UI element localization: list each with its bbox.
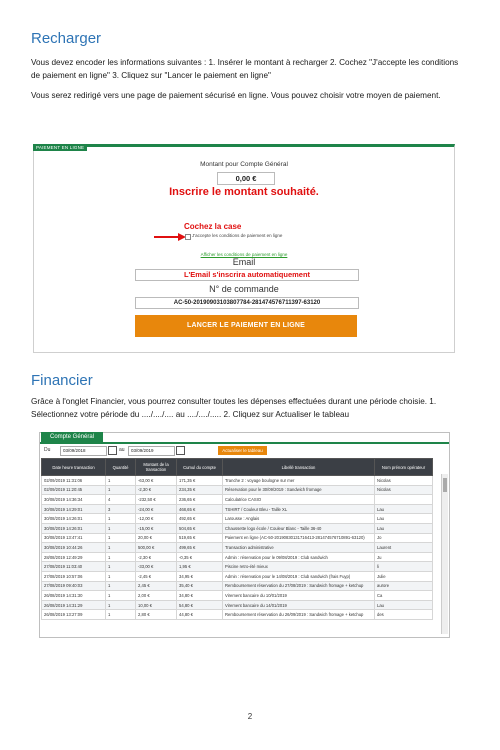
table-cell: 30/08/2019 14:29:01 — [42, 504, 106, 514]
table-cell: -24,00 € — [136, 504, 177, 514]
table-cell: 492,65 € — [177, 514, 223, 524]
table-cell: 1 — [106, 610, 136, 620]
page-number: 2 — [247, 712, 253, 721]
table-cell: 30/08/2019 13:47:41 — [42, 533, 106, 543]
amount-label: Montant pour Compte Général — [200, 161, 288, 168]
table-row[interactable] — [42, 571, 433, 581]
date-to-label: au — [119, 447, 125, 453]
table-cell: 35,40 € — [177, 581, 223, 591]
table-cell: 02/09/2019 11:31:06 — [42, 476, 106, 486]
refresh-table-button[interactable]: Actualiser le tableau — [218, 446, 267, 455]
table-row[interactable] — [42, 485, 433, 495]
calendar-icon[interactable] — [108, 446, 117, 455]
table-row[interactable] — [42, 591, 433, 601]
column-header[interactable]: Montant de la transaction — [136, 459, 177, 476]
table-cell: 1 — [106, 600, 136, 610]
table-cell: Jo — [375, 533, 433, 543]
table-cell: 2,45 € — [136, 581, 177, 591]
table-cell: 1 — [106, 562, 136, 572]
accept-terms-checkbox[interactable] — [185, 234, 191, 240]
table-row[interactable] — [42, 600, 433, 610]
table-cell: 1 — [106, 552, 136, 562]
table-cell: TSHIRT / Couleur Bleu - Taille XL — [223, 504, 375, 514]
table-cell: -232,50 € — [136, 495, 177, 505]
table-cell: 2,80 € — [136, 610, 177, 620]
calendar-icon[interactable] — [176, 446, 185, 455]
date-to-input[interactable]: 03/09/2019 — [128, 446, 175, 456]
table-cell: 30/08/2019 14:36:34 — [42, 495, 106, 505]
table-row[interactable] — [42, 523, 433, 533]
table-row[interactable] — [42, 610, 433, 620]
table-cell: -2,30 € — [136, 552, 177, 562]
table-cell: 4 — [106, 495, 136, 505]
table-cell: 1 — [106, 571, 136, 581]
table-cell: Admin : réservation pour le 09/08/2019 : Club sandwich — [223, 552, 375, 562]
table-cell: Réservation pour le 30/09/2019 : Sandwich fromage — [223, 485, 375, 495]
table-cell: 30/08/2019 14:26:01 — [42, 523, 106, 533]
terms-link[interactable]: Afficher les conditions de paiement en ligne — [200, 252, 288, 257]
section-title-financier: Financier — [31, 372, 93, 389]
table-header-row — [42, 459, 433, 476]
transactions-table — [41, 458, 433, 620]
table-cell: 1,95 € — [177, 562, 223, 572]
table-cell: Remboursement réservation du 27/08/2019 : Sandwich fromage + ketchup — [223, 581, 375, 591]
table-cell: -33,00 € — [136, 562, 177, 572]
scrollbar-thumb[interactable] — [443, 478, 447, 492]
table-cell: Lau — [375, 600, 433, 610]
date-from-input[interactable]: 03/09/2018 — [60, 446, 107, 456]
table-cell: 27/08/2019 11:03:40 — [42, 562, 106, 572]
table-cell: 1 — [106, 514, 136, 524]
table-cell: Chaussette logo école / Couleur Blanc - Taille 36-40 — [223, 523, 375, 533]
table-cell: 2,00 € — [136, 591, 177, 601]
email-field[interactable]: L'Email s'inscrira automatiquement — [135, 269, 359, 281]
financial-panel — [39, 432, 450, 638]
table-cell: Nicolas — [375, 485, 433, 495]
column-header[interactable]: Quantité — [106, 459, 136, 476]
table-row[interactable] — [42, 543, 433, 553]
table-cell: 1 — [106, 591, 136, 601]
email-label: Email — [232, 257, 256, 267]
table-row[interactable] — [42, 562, 433, 572]
amount-hint: Inscrire le montant souhaité. — [169, 186, 319, 198]
table-cell: Tranche 2 : voyage boulogne sur mer — [223, 476, 375, 486]
table-cell: Virement bancaire du 14/01/2019 — [223, 600, 375, 610]
table-cell: -15,00 € — [136, 523, 177, 533]
table-cell: 27/08/2019 09:40:03 — [42, 581, 106, 591]
table-cell: Lau — [375, 514, 433, 524]
table-cell: 499,65 € — [177, 543, 223, 553]
arrow-right-icon — [154, 233, 186, 241]
table-cell: -2,30 € — [136, 485, 177, 495]
table-cell: 234,35 € — [177, 485, 223, 495]
table-cell: aurore — [375, 581, 433, 591]
table-cell: -0,35 € — [177, 552, 223, 562]
table-cell: 26/08/2019 13:27:09 — [42, 610, 106, 620]
table-cell: 34,80 € — [177, 591, 223, 601]
table-cell: 1 — [106, 523, 136, 533]
table-row[interactable] — [42, 476, 433, 486]
table-cell: Remboursement réservation du 26/09/2019 : Sandwich fromage + ketchup — [223, 610, 375, 620]
table-cell: -2,45 € — [136, 571, 177, 581]
table-cell: 02/09/2019 11:20:45 — [42, 485, 106, 495]
order-number-field: AC-50-20190903103807784-281474576711397-63120 — [135, 297, 359, 309]
table-cell: 468,65 € — [177, 504, 223, 514]
table-cell: 26/08/2019 14:31:29 — [42, 600, 106, 610]
tab-bar — [40, 442, 449, 444]
table-cell: 236,65 € — [177, 495, 223, 505]
tab-compte-general[interactable]: Compte Général — [41, 432, 103, 442]
table-cell: Admin : réservation pour le 14/08/2019 : Club sandwich (frais Fuyp) — [223, 571, 375, 581]
table-cell: 28/08/2019 12:49:29 — [42, 552, 106, 562]
column-header[interactable]: Nom prénom opérateur — [375, 459, 433, 476]
amount-input[interactable]: 0,00 € — [217, 172, 275, 185]
table-cell: 10,00 € — [136, 600, 177, 610]
table-cell: 20,00 € — [136, 533, 177, 543]
table-cell: Calculatrice CASIO — [223, 495, 375, 505]
financier-instructions: Grâce à l'onglet Financier, vous pourrez consulter toutes les dépenses effectuées durant une période choisie. 1. Sélectionnez votre période du ..../..../.... au ..../..../..... 2. Cliquez sur Actualiser le tableau — [31, 397, 437, 419]
payment-panel — [33, 144, 455, 353]
table-cell: Laurent — [375, 543, 433, 553]
order-label: N° de commande — [209, 284, 279, 294]
table-cell: 26/08/2019 14:31:30 — [42, 591, 106, 601]
table-row[interactable] — [42, 581, 433, 591]
table-cell: 27/08/2019 10:57:06 — [42, 571, 106, 581]
table-cell: 171,35 € — [177, 476, 223, 486]
table-cell: 1 — [106, 581, 136, 591]
table-cell: 1 — [106, 485, 136, 495]
table-cell: Lau — [375, 504, 433, 514]
table-cell: Virement bancaire du 10/01/2019 — [223, 591, 375, 601]
table-cell: Transaction administrative — [223, 543, 375, 553]
table-row[interactable] — [42, 533, 433, 543]
column-header[interactable]: Cumul du compte — [177, 459, 223, 476]
table-cell: Nicolas — [375, 476, 433, 486]
table-cell: 34,95 € — [177, 571, 223, 581]
table-cell: 30/08/2019 10:44:26 — [42, 543, 106, 553]
table-cell — [375, 495, 433, 505]
table-cell: Larousse : Anglais — [223, 514, 375, 524]
accept-terms-label: J'accepte les conditions de paiement en ligne — [192, 233, 283, 238]
table-cell: Ju — [375, 552, 433, 562]
table-cell: Lau — [375, 523, 433, 533]
column-header[interactable]: Libellé transaction — [223, 459, 375, 476]
table-row[interactable] — [42, 495, 433, 505]
table-cell: 1 — [106, 543, 136, 553]
table-row[interactable] — [42, 504, 433, 514]
launch-payment-button[interactable]: LANCER LE PAIEMENT EN LIGNE — [135, 315, 357, 337]
table-cell: 54,80 € — [177, 600, 223, 610]
section-title-recharger: Recharger — [31, 30, 102, 47]
table-cell: Ca — [375, 591, 433, 601]
checkbox-hint: Cochez la case — [184, 222, 242, 231]
table-cell: 504,65 € — [177, 523, 223, 533]
table-row[interactable] — [42, 514, 433, 524]
table-cell: li — [375, 562, 433, 572]
table-cell: 519,65 € — [177, 533, 223, 543]
table-cell: 30/08/2019 14:26:01 — [42, 514, 106, 524]
table-cell: des — [375, 610, 433, 620]
table-cell: 500,00 € — [136, 543, 177, 553]
table-cell: 3 — [106, 504, 136, 514]
table-cell: -63,00 € — [136, 476, 177, 486]
payment-panel-tag: PAIEMENT EN LIGNE — [33, 144, 87, 151]
table-cell: Paiement en ligne (AC-50-20190830131716413-281474576710891-63120) — [223, 533, 375, 543]
table-cell: Piscine retro-été mieux — [223, 562, 375, 572]
table-scrollbar[interactable] — [441, 474, 448, 634]
table-row[interactable] — [42, 552, 433, 562]
column-header[interactable]: Date heure transaction — [42, 459, 106, 476]
table-cell: Julie — [375, 571, 433, 581]
recharger-instructions: Vous devez encoder les informations suivantes : 1. Insérer le montant à recharger 2. Cochez "J'accepte les conditions de paiement en ligne" 3. Cliquez sur "Lancer le paiement en ligne" — [31, 58, 459, 80]
table-cell: -12,00 € — [136, 514, 177, 524]
table-cell: 1 — [106, 476, 136, 486]
date-from-label: Du — [44, 447, 51, 453]
recharger-redirect-note: Vous serez redirigé vers une page de paiement sécurisé en ligne. Vous pouvez choisir votre moyen de paiement. — [31, 91, 441, 100]
table-cell: 1 — [106, 533, 136, 543]
table-cell: 44,80 € — [177, 610, 223, 620]
